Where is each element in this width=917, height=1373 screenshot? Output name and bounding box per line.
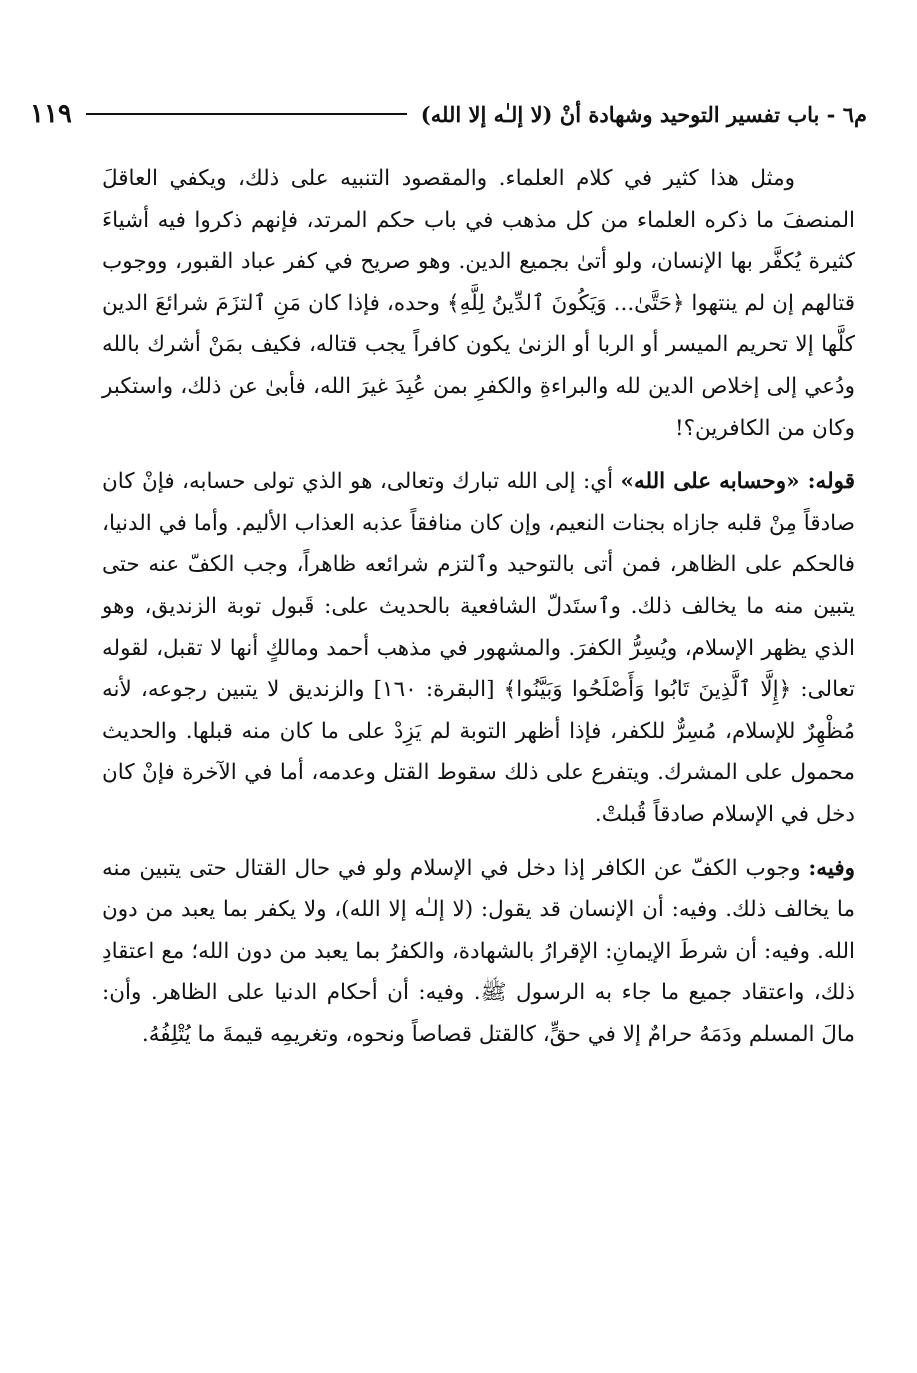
page-body <box>102 158 855 1067</box>
paragraph-1 <box>102 158 855 449</box>
paragraph-lead: وفيه: <box>808 855 855 881</box>
paragraph-3 <box>102 848 855 1056</box>
paragraph-text: أي: إلى الله تبارك وتعالى، هو الذي تولى حسابه، فإنْ كان صادقاً مِنْ قلبه جازاه بجنات النعيم، وإن كان منافقاً عذبه العذاب الأليم. وأما في الدنيا، فالحكم على الظاهر، فمن أتى بالتوحيد وٱلتزم شرائعه ظاهراً، وجب الكفّ عنه حتى يتبين منه ما يخالف ذلك. وٱستَدلّ الشافعية بالحديث على: قَبول توبة الزنديق، وهو الذي يظهر الإسلام، ويُسِرُّ الكفرَ. والمشهور في مذهب أحمد ومالكٍ أنها لا تقبل، لقوله تعالى: ﴿إِلَّا ٱلَّذِينَ تَابُوا وَأَصْلَحُوا وَبَيَّنُوا﴾ [البقرة: ١٦٠] والزنديق لا يتبين رجوعه، لأنه مُظْهِرٌ للإسلام، مُسِرٌّ للكفر، فإذا أظهر التوبة لم يَزِدْ على ما كان منه قبلها. والحديث محمول على المشرك. ويتفرع على ذلك سقوط القتل وعدمه، أما في الآخرة فإنْ كان دخل في الإسلام صادقاً قُبلتْ. <box>102 469 855 827</box>
paragraph-2 <box>102 461 855 835</box>
paragraph-lead: قوله: «وحسابه على الله» <box>620 469 855 495</box>
header-rule <box>86 113 407 115</box>
chapter-title: م٦ - باب تفسير التوحيد وشهادة أنْ (لا إلـٰه إلا الله) <box>420 101 867 127</box>
page-header <box>30 95 867 133</box>
paragraph-text: وجوب الكفّ عن الكافر إذا دخل في الإسلام ولو في حال القتال حتى يتبين منه ما يخالف ذلك. وفيه: أن الإنسان قد يقول: (لا إلـٰه إلا الله)، ولا يكفر بما يعبد من دون الله. وفيه: أن شرطَ الإيمانِ: الإقرارُ بالشهادة، والكفرُ بما يعبد من دون الله؛ مع اعتقادِ ذلك، واعتقاد جميع ما جاء به الرسول ﷺ. وفيه: أن أحكام الدنيا على الظاهر. وأن: مالَ المسلم ودَمَهُ حرامٌ إلا في حقٍّ، كالقتل قصاصاً ونحوه، وتغريمِه قيمةَ ما يُتْلِفُهُ. <box>102 855 855 1047</box>
paragraph-text: ومثل هذا كثير في كلام العلماء. والمقصود التنبيه على ذلك، ويكفي العاقلَ المنصفَ ما ذكره العلماء من كل مذهب في باب حكم المرتد، فإنهم ذكروا فيه أشياءَ كثيرة يُكفَّر بها الإنسان، ولو أتىٰ بجميع الدين. وهو صريح في كفر عباد القبور، ووجوب قتالهم إن لم ينتهوا ﴿حَتَّىٰ... وَيَكُونَ ٱلدِّينُ لِلَّهِ﴾ وحده، فإذا كان مَنِ ٱلتزَمَ شرائعَ الدين كلَّها إلا تحريم الميسر أو الربا أو الزنىٰ يكون كافراً يجب قتاله، فكيف بمَنْ أشرك بالله ودُعي إلى إخلاص الدين لله والبراءةِ والكفرِ بمن عُبِدَ غيرَ الله، فأبىٰ عن ذلك، واستكبر وكان من الكافرين؟! <box>102 166 855 441</box>
page-number: ١١٩ <box>30 99 72 129</box>
